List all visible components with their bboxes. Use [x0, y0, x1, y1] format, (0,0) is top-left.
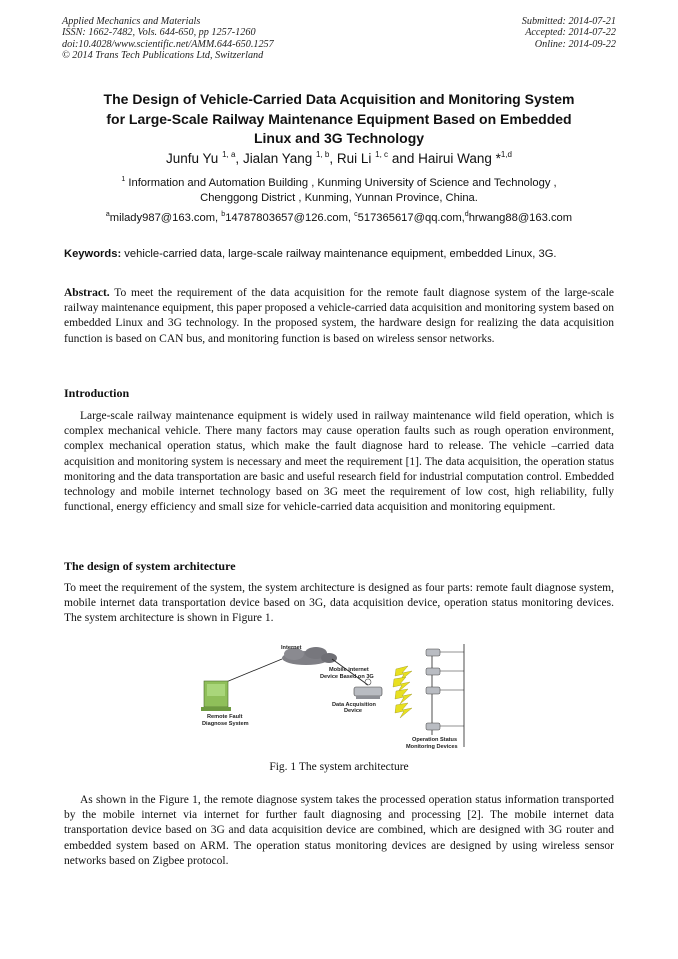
system-architecture-figure	[196, 639, 486, 757]
osm-label-line: Monitoring Devices	[406, 744, 458, 750]
paper-title	[52, 90, 626, 149]
email-mark: d	[464, 211, 469, 218]
author-affil-mark: 1, c	[375, 150, 389, 159]
daq-label-line: Data Acquisition	[332, 702, 376, 708]
introduction-paragraph: Large-scale railway maintenance equipment is widely used in railway maintenance wild field operation, which is complex mechanical vehicle. There many factors may cause operation faults such as rough operation environment, complex mechanical operation status, which make the fault diagnose hard to release. The vehicle –carried data acquisition and monitoring system is necessary and meet the requirement [1]. The data acquisition, the operation status monitoring and the data transportation are basic and useful research field for industrial computation control. Embedded technology and mobile internet technology based on 3G meet the requirement of low cost, high reliability, fully functional, energy efficiency and small size for vehicle-carried data acquisition and monitoring equipment.	[64, 410, 614, 514]
copyright-line: © 2014 Trans Tech Publications Ltd, Switzerland	[62, 50, 264, 62]
router-icon	[354, 679, 382, 699]
email-address[interactable]: hrwang88@163.com	[468, 212, 573, 224]
section-heading-architecture: The design of system architecture	[64, 559, 236, 573]
author-name: Rui Li	[336, 151, 372, 166]
affil-mark: 1	[121, 176, 126, 183]
submitted-date: Submitted: 2014-07-21	[521, 16, 616, 27]
author-name: Jialan Yang	[242, 151, 313, 166]
email-address[interactable]: 14787803657@126.com,	[225, 212, 355, 224]
osm-label-line: Operation Status	[412, 737, 458, 743]
keywords	[64, 247, 624, 262]
abstract-text: To meet the requirement of the data acquisition for the remote fault diagnose system of the large-scale railway maintenance equipment, this paper proposed a vehicle-carried data acquisition and monitoring system based on embedded Linux and 3G technology. In the proposed system, the hardware design for realizing the data acquisition function is based on CAN bus, and monitoring function is based on wireless sensor networks.	[64, 287, 614, 345]
author-name: Hairui Wang *	[418, 151, 501, 166]
architecture-paragraph: To meet the requirement of the system, the system architecture is designed as four parts: remote fault diagnose system, mobile internet data transportation device based on 3G, data acquisition device, operation status monitoring devices. The system architecture is shown in Figure 1.	[64, 582, 614, 625]
remote-computer-icon	[201, 681, 231, 711]
daq-label-line: Device	[344, 708, 363, 714]
email-address[interactable]: milady987@163.com,	[109, 212, 222, 224]
author-affil-mark: 1, b	[316, 150, 330, 159]
issn-line: ISSN: 1662-7482, Vols. 644-650, pp 1257-1260	[62, 27, 256, 39]
author-name: Junfu Yu	[166, 151, 219, 166]
mobile-label-line: Device Based on 3G	[320, 674, 374, 680]
affiliation	[50, 176, 628, 206]
journal-header	[62, 16, 274, 62]
figure-discussion-paragraph: As shown in the Figure 1, the remote diagnose system takes the processed operation status information transported by the mobile internet via internet for further fault diagnosing and processing [2]. The mobile internet data transportation device based on 3G and data acquisition device are combined, which are designed with 3G router and embedded system based on ARM. The operation status monitoring devices are designed by using wireless sensor networks based on Zigbee protocol.	[64, 794, 614, 867]
dates-header	[522, 16, 616, 50]
affil-line: Information and Automation Building , Kunming University of Science and Technology ,	[128, 177, 557, 189]
monitoring-device-icon	[426, 649, 440, 730]
keywords-text: vehicle-carried data, large-scale railway maintenance equipment, embedded Linux, 3G.	[121, 248, 557, 260]
keywords-label: Keywords:	[64, 248, 122, 260]
title-line: Linux and 3G Technology	[253, 130, 425, 146]
abstract	[64, 286, 614, 347]
accepted-date: Accepted: 2014-07-22	[525, 27, 616, 39]
journal-name: Applied Mechanics and Materials	[62, 16, 201, 27]
author-list: Junfu Yu $^{1, a}$, Jialan Yang $^{1, b}$, Rui Li $^{1, c}$ and Hairui Wang *$^{1,d}$	[166, 150, 512, 166]
remote-label-line: Diagnose System	[202, 721, 249, 727]
wireless-link-icon	[393, 666, 412, 718]
email-address[interactable]: 517365617@qq.com,	[357, 212, 465, 224]
title-line: The Design of Vehicle-Carried Data Acquisition and Monitoring System	[103, 91, 575, 107]
online-date: Online: 2014-09-22	[534, 38, 616, 50]
title-line: for Large-Scale Railway Maintenance Equipment Based on Embedded	[106, 110, 572, 127]
author-affil-mark: 1,d	[500, 150, 512, 159]
email-mark: c	[354, 211, 358, 218]
remote-label-line: Remote Fault	[207, 714, 243, 720]
internet-label: Internet	[281, 645, 302, 651]
email-mark: b	[221, 211, 226, 218]
author-affil-mark: 1, a	[222, 150, 236, 159]
figure-caption: Fig. 1 The system architecture	[269, 761, 409, 773]
abstract-label: Abstract.	[64, 287, 110, 299]
email-mark: a	[105, 211, 110, 218]
email-list	[40, 211, 638, 226]
section-heading-introduction: Introduction	[64, 386, 130, 400]
doi-line: doi:10.4028/www.scientific.net/AMM.644-650.1257	[62, 38, 274, 50]
affil-line: Chenggong District , Kunming, Yunnan Province, China.	[200, 192, 478, 204]
mobile-label-line: Mobile internet	[329, 667, 369, 673]
